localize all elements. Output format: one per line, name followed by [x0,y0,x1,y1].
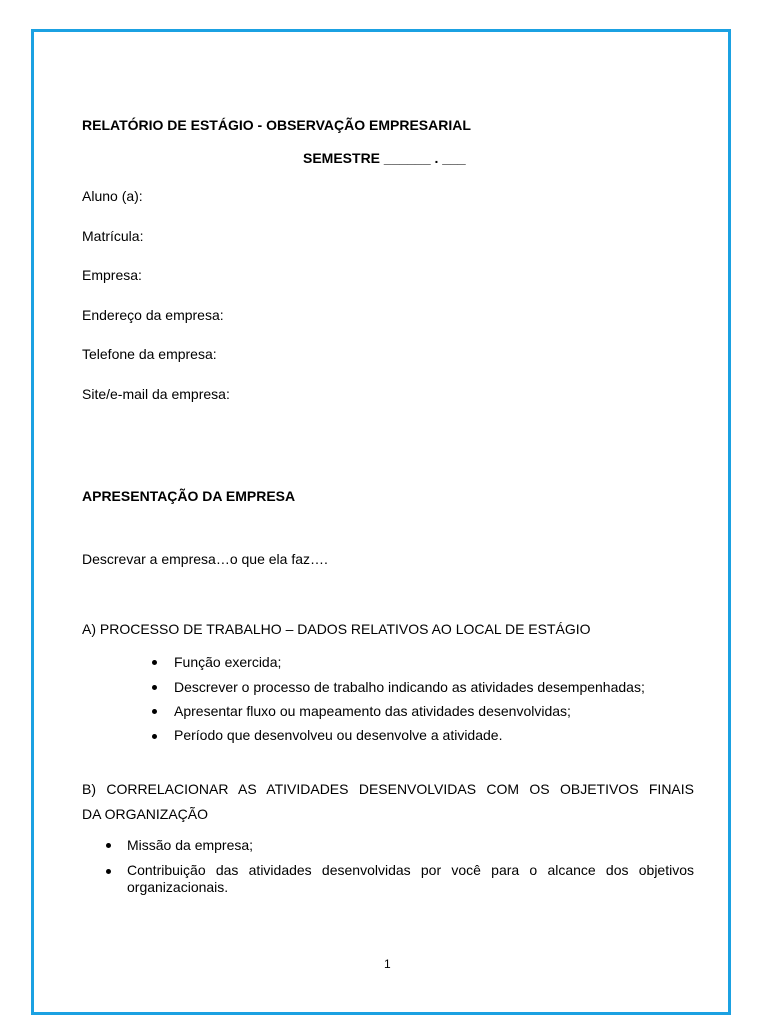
bullet-icon [152,734,157,739]
field-matricula: Matrícula: [82,228,144,244]
section-a-item: Função exercida; [174,654,282,670]
field-telefone: Telefone da empresa: [82,346,217,362]
section-b-item: Missão da empresa; [127,837,254,853]
semester-line: SEMESTRE ______ . ___ [303,150,466,166]
section-a-item: Apresentar fluxo ou mapeamento das atividades desenvolvidas; [174,703,571,719]
bullet-icon [152,685,157,690]
section-b-item: Contribuição das atividades desenvolvidas por você para o alcance dos objetivos organizacionais. [127,862,694,895]
page-number: 1 [384,957,391,971]
presentation-heading: APRESENTAÇÃO DA EMPRESA [82,488,296,504]
field-endereco: Endereço da empresa: [82,307,224,323]
field-aluno: Aluno (a): [82,188,143,204]
bullet-icon [106,869,111,874]
document-title: RELATÓRIO DE ESTÁGIO - OBSERVAÇÃO EMPRESARIAL [82,117,471,133]
section-a-heading: A) PROCESSO DE TRABALHO – DADOS RELATIVOS AO LOCAL DE ESTÁGIO [82,621,591,637]
presentation-text: Descrevar a empresa…o que ela faz…. [82,551,328,567]
section-a-item: Descrever o processo de trabalho indicando as atividades desempenhadas; [174,679,645,695]
section-b-heading-line2: DA ORGANIZAÇÃO [82,806,209,822]
bullet-icon [106,843,111,848]
section-b-heading-line1: B) CORRELACIONAR AS ATIVIDADES DESENVOLVIDAS COM OS OBJETIVOS FINAIS [82,781,694,797]
field-empresa: Empresa: [82,267,142,283]
bullet-icon [152,660,157,665]
field-site-email: Site/e-mail da empresa: [82,386,230,402]
section-a-item: Período que desenvolveu ou desenvolve a atividade. [174,727,503,743]
bullet-icon [152,709,157,714]
